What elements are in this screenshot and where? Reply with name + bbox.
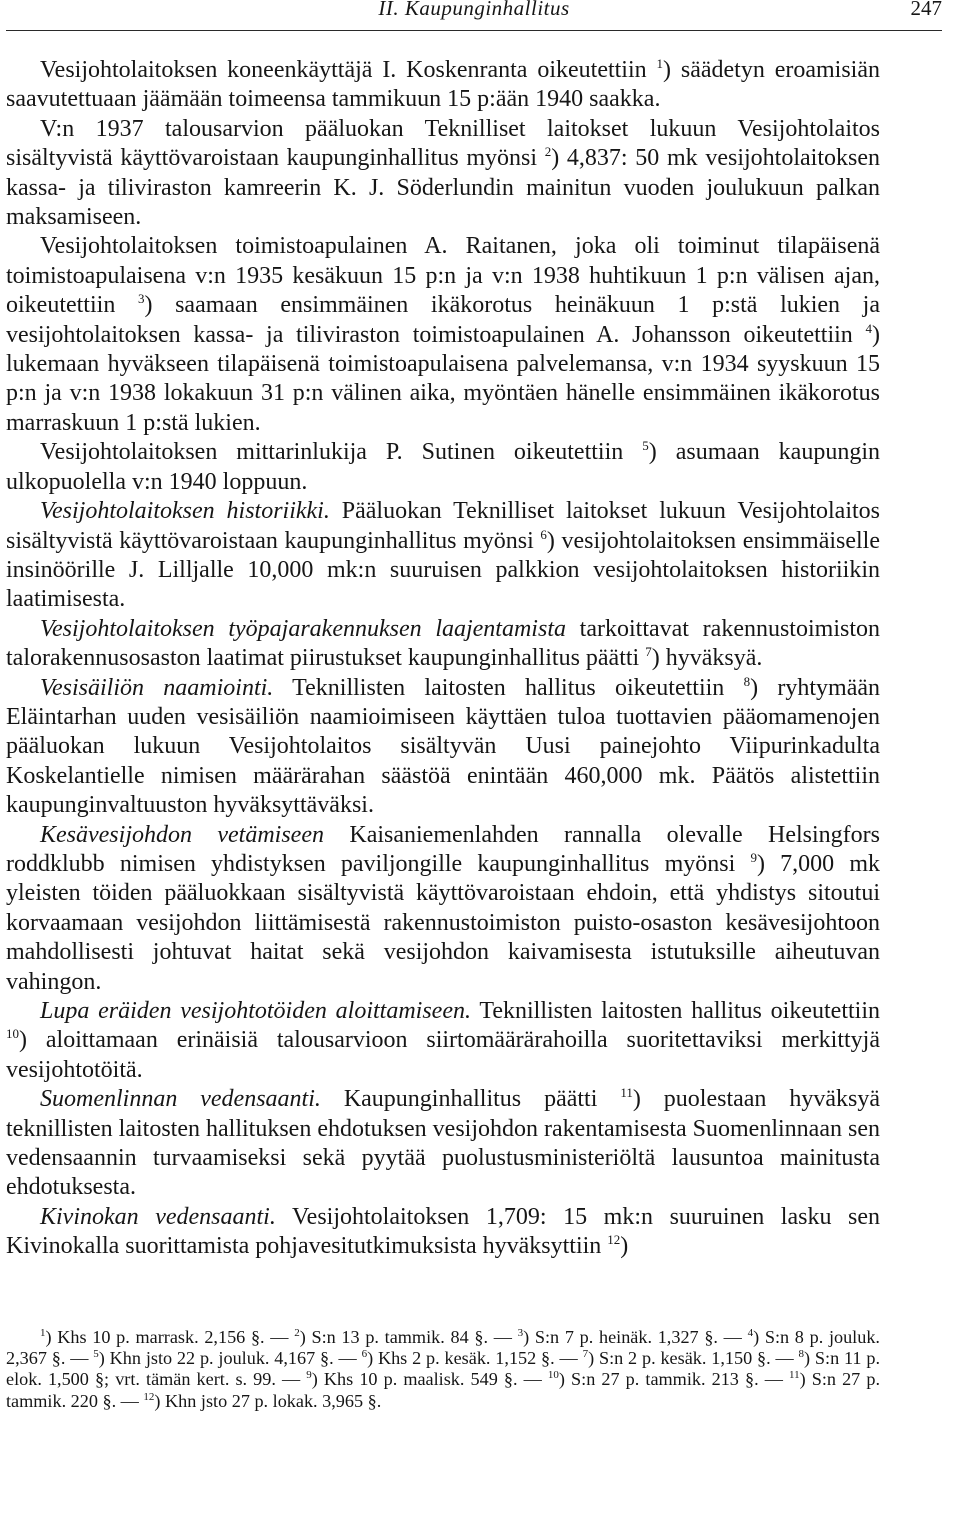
paragraph-vesisailio: Vesisäiliön naamiointi. Teknillisten laitosten hallitus oikeutettiin $^8$) ryhtymään Eläintarhan uuden vesisäiliön naamioimiseen käyttäen tuloa tuottavien pääomamenojen pääluokan lukuun Vesijohtolaitos sisältyvän Uusi painejohto Viipurinkadulta Koskelantielle nimisen määrärahan säästöä enintään 460,000 mk. Päätös alistettiin kaupunginvaltuuston hyväksyttäväksi. (6, 673, 881, 819)
section-heading: Vesisäiliön naamiointi. (40, 674, 274, 701)
footnote-12: $^{12}$) Khn jsto 27 p. lokak. 3,965 §. (143, 1390, 382, 1411)
footnote-2: $^2$) S:n 13 p. tammik. 84 §. — (294, 1327, 518, 1347)
paragraph-toimistoapulaiset: Vesijohtolaitoksen toimistoapulainen A. Raitanen, joka oli toiminut tilapäisenä toimistoapulaisena v:n 1935 kesäkuun 15 p:n ja v:n 1938 huhtikuun 1 p:n välisen ajan, oikeutettiin $^3$) saamaan ensimmäinen ikäkorotus heinäkuun 1 p:stä lukien ja vesijohtolaitoksen kassa- ja tiliviraston toimistoapulainen A. Johansson oikeutettiin $^4$) lukemaan hyväkseen tilapäisenä toimistoapulaisena palvelemansa, v:n 1934 syyskuun 15 p:n ja v:n 1938 lokakuun 31 p:n välinen aika, myöntäen hänelle ensimmäinen ikäkorotus marraskuun 1 p:stä lukien. (6, 233, 881, 436)
paragraph-mittarinlukija: Vesijohtolaitoksen mittarinlukija P. Sutinen oikeutettiin $^5$) asumaan kaupungin ulkopuolella v:n 1940 loppuun. (6, 438, 881, 495)
paragraph-kesavesijohto: Kesävesijohdon vetämiseen Kaisaniemenlahden rannalla olevalle Helsingfors roddklubb nimisen yhdistyksen paviljongille kaupunginhallitus myönsi $^9$) 7,000 mk yleisten töiden pääluokkaan sisältyvistä käyttövaroistaan ehdoin, että yhdistys sitoutui korvaamaan vesijohdon liittämisestä rakennustoimiston puisto-osaston kesävesijohtoon mahdollisesti johtuvat haitat sekä vesijohdon kaivamisesta istutuksille aiheutuvan vahingon. (6, 821, 880, 995)
section-heading: Kivinokan vedensaanti. (40, 1203, 276, 1230)
footnote-6: $^6$) Khs 2 p. kesäk. 1,152 §. — (361, 1348, 583, 1369)
footnote-10: $^{10}$) S:n 27 p. tammik. 213 §. — (547, 1369, 789, 1390)
section-heading: Suomenlinnan vedensaanti. (40, 1086, 321, 1113)
footnote-3: $^3$) S:n 7 p. heinäk. 1,327 §. — (517, 1327, 748, 1347)
paragraph-kamreeri-palkka: V:n 1937 talousarvion pääluokan Teknilliset laitokset lukuun Vesijohtolaitos sisältyvistä käyttövaroistaan kaupunginhallitus myönsi $^2$) 4,837: 50 mk vesijohtolaitoksen kassa- ja tiliviraston kamreerin K. J. Söderlundin mainitun vuoden joulukuun palkan maksamiseen. (6, 115, 880, 231)
footnote-ref: 10 (6, 1026, 19, 1042)
footnote-ref: 6 (540, 526, 547, 542)
section-heading: Kesävesijohdon vetämiseen (40, 821, 324, 848)
footnote-list (6, 1327, 880, 1412)
footnote-ref: 9 (750, 849, 757, 865)
footnote-ref: 4 (865, 320, 872, 336)
section-heading: Lupa eräiden vesijohtotöiden aloittamiseen. (40, 998, 471, 1024)
paragraph-vesijohtotyot: Lupa eräiden vesijohtotöiden aloittamiseen. Teknillisten laitosten hallitus oikeutettiin $^{10}$) aloittamaan erinäisiä talousarvioon siirtomäärärahoilla suoritettaviksi merkittyjä vesijohtotöitä. (6, 998, 880, 1083)
footnote-1: $^1$) Khs 10 p. marrask. 2,156 §. — (40, 1327, 295, 1347)
footnote-5: $^5$) Khn jsto 22 p. jouluk. 4,167 §. — (93, 1348, 362, 1369)
footnote-11: $^{11}$) S:n 27 p. tammik. 220 §. — (6, 1369, 880, 1411)
footnote-8: $^8$) S:n 11 p. elok. 1,500 §; vrt. tämän kert. s. 99. — (6, 1348, 880, 1390)
paragraph-historiikki: Vesijohtolaitoksen historiikki. Pääluokan Teknilliset laitokset lukuun Vesijohtolaitos sisältyvistä käyttövaroistaan kaupunginhallitus myönsi $^6$) vesijohtolaitoksen ensimmäiselle insinöörille J. Lilljalle 10,000 mk:n suuruisen palkkion vesijohtolaitoksen historiikin laatimisesta. (6, 498, 881, 613)
page-header (6, 0, 942, 31)
footnote-4: $^4$) S:n 8 p. jouluk. 2,367 §. — (6, 1327, 880, 1369)
footnote-ref: 1 (656, 56, 664, 71)
footnote-ref: 8 (743, 673, 751, 689)
footnote-ref: 2 (544, 144, 552, 160)
section-heading: Vesijohtolaitoksen työpajarakennuksen laajentamista (40, 615, 566, 642)
paragraph-tyopajarakennus: Vesijohtolaitoksen työpajarakennuksen laajentamista tarkoittavat rakennustoimiston talorakennusosaston laatimat piirustukset kaupunginhallitus päätti $^7$) hyväksyä. (6, 615, 880, 672)
page-number: 247 (910, 0, 942, 20)
paragraph-kivinokka: Kivinokan vedensaanti. Vesijohtolaitoksen 1,709: 15 mk:n suuruinen lasku sen Kivinokalla suorittamista pohjavesitutkimuksista hyväksyttiin $^{12}$) (6, 1203, 881, 1260)
footnotes (6, 1327, 880, 1412)
footnote-ref: 5 (642, 438, 649, 454)
footnote-9: $^9$) Khs 10 p. maalisk. 549 §. — (306, 1369, 548, 1390)
footnote-ref: 12 (607, 1232, 621, 1248)
running-title: II. Kaupunginhallitus (378, 0, 570, 20)
footnote-ref: 11 (620, 1085, 633, 1101)
section-heading: Vesijohtolaitoksen historiikki. (40, 498, 330, 525)
body-text (6, 56, 880, 1262)
paragraph-koneenkayttaja: Vesijohtolaitoksen koneenkäyttäjä I. Koskenranta oikeutettiin $^1$) säädetyn eroamisiän saavutettuaan jäämään toimeensa tammikuun 15 p:ään 1940 saakka. (6, 56, 880, 113)
footnote-ref: 7 (645, 644, 652, 660)
footnote-7: $^7$) S:n 2 p. kesäk. 1,150 §. — (582, 1348, 799, 1369)
paragraph-suomenlinna: Suomenlinnan vedensaanti. Kaupunginhallitus päätti $^{11}$) puolestaan hyväksyä teknillisten laitosten hallituksen ehdotuksen vesijohdon rakentamisesta Suomenlinnaan sen vedensaannin turvaamiseksi sekä pyytää puolustusministeriöltä lausuntoa mainitusta ehdotuksesta. (6, 1085, 880, 1201)
footnote-ref: 3 (137, 291, 145, 307)
